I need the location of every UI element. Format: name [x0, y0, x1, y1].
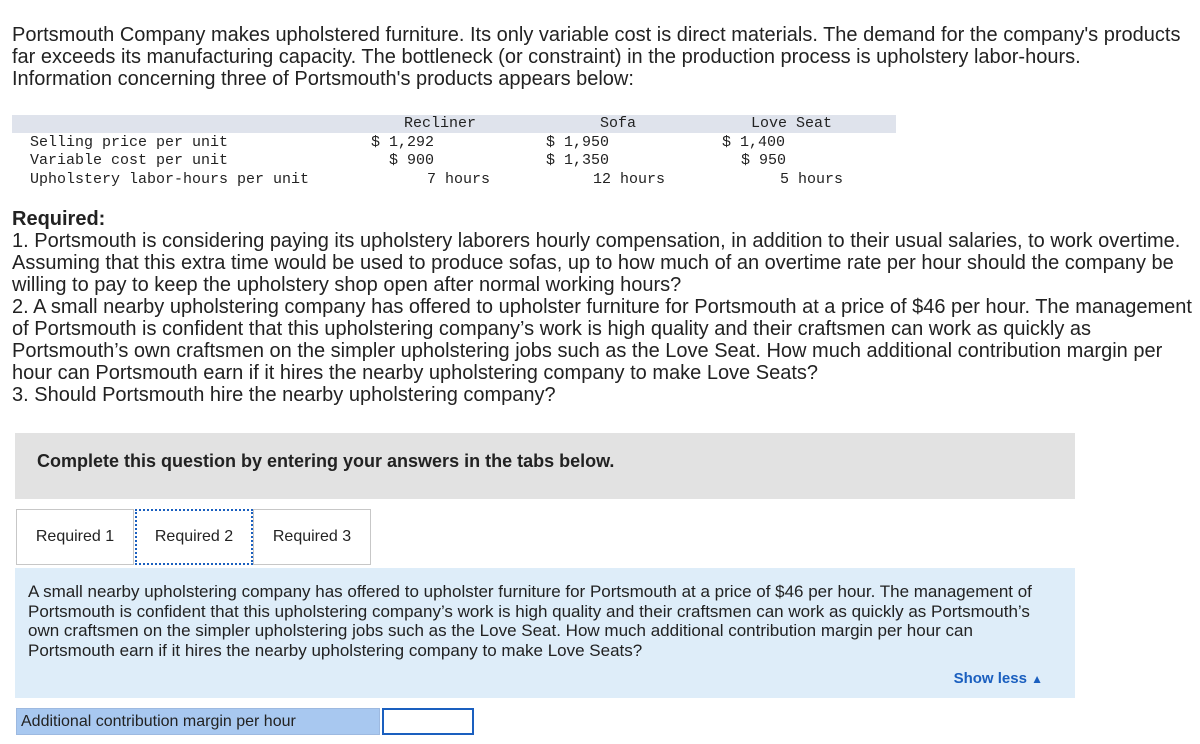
triangle-up-icon: ▲	[1031, 672, 1043, 686]
required-item-1: 1. Portsmouth is considering paying its upholstery laborers hourly compensation, in addition to their usual salaries, to work overtime. Assuming that this extra time would be used to produce sofas, up to how much of an overtime rate per hour should the company be willing to pay to keep the upholstery shop open after normal working hours?	[12, 230, 1181, 296]
required-title: Required:	[12, 208, 106, 230]
cell-recliner-hours: 7 hours	[427, 171, 491, 188]
tab-required-3[interactable]: Required 3	[253, 509, 371, 565]
column-header-sofa: Sofa	[600, 115, 637, 132]
answer-label: Additional contribution margin per hour	[16, 708, 380, 735]
column-header-love-seat: Love Seat	[751, 115, 833, 132]
show-less-link[interactable]	[954, 670, 1043, 687]
required-section	[12, 208, 1192, 406]
required-item-2: 2. A small nearby upholstering company has offered to upholster furniture for Portsmouth at a price of $46 per hour. The management of Portsmouth is confident that this upholstering company’s work is high quality and their craftsmen can work as quickly as Portsmouth’s own craftsmen on the simpler upholstering jobs such as the Love Seat. How much additional contribution margin per hour can Portsmouth earn if it hires the nearby upholstering company to make Love Seats?	[12, 296, 1192, 384]
cell-love-seat-cost: $ 950	[741, 152, 787, 169]
problem-intro: Portsmouth Company makes upholstered furniture. Its only variable cost is direct materials. The demand for the company's products far exceeds its manufacturing capacity. The bottleneck (or constraint) in the production process is upholstery labor-hours. Information concerning three of Portsmouth's products appears below:	[12, 24, 1181, 90]
cell-sofa-cost: $ 1,350	[546, 152, 610, 169]
row-label-selling-price: Selling price per unit	[30, 134, 229, 151]
instructions-text: Complete this question by entering your answers in the tabs below.	[37, 451, 615, 471]
cell-sofa-price: $ 1,950	[546, 134, 610, 151]
cell-love-seat-price: $ 1,400	[722, 134, 786, 151]
cell-love-seat-hours: 5 hours	[780, 171, 844, 188]
tab-required-2[interactable]: Required 2	[135, 509, 253, 565]
answer-input[interactable]	[382, 708, 474, 735]
tab-panel	[15, 568, 1075, 698]
panel-question-text: A small nearby upholstering company has offered to upholster furniture for Portsmouth at a price of $46 per hour. The management of Portsmouth is confident that this upholstering company’s work is high quality and their craftsmen can work as quickly as Portsmouth’s own craftsmen on the simpler upholstering jobs such as the Love Seat. How much additional contribution margin per hour can Portsmouth earn if it hires the nearby upholstering company to make Love Seats?	[28, 582, 1032, 660]
show-less-label: Show less	[953, 670, 1027, 687]
answer-row	[16, 708, 474, 735]
cell-sofa-hours: 12 hours	[593, 171, 666, 188]
tab-required-1[interactable]: Required 1	[16, 509, 134, 565]
cell-recliner-cost: $ 900	[389, 152, 435, 169]
required-item-3: 3. Should Portsmouth hire the nearby upholstering company?	[12, 384, 556, 406]
instructions-bar	[15, 433, 1075, 499]
cell-recliner-price: $ 1,292	[371, 134, 435, 151]
row-label-labor-hours: Upholstery labor-hours per unit	[30, 171, 310, 188]
column-header-recliner: Recliner	[404, 115, 477, 132]
row-label-variable-cost: Variable cost per unit	[30, 152, 229, 169]
